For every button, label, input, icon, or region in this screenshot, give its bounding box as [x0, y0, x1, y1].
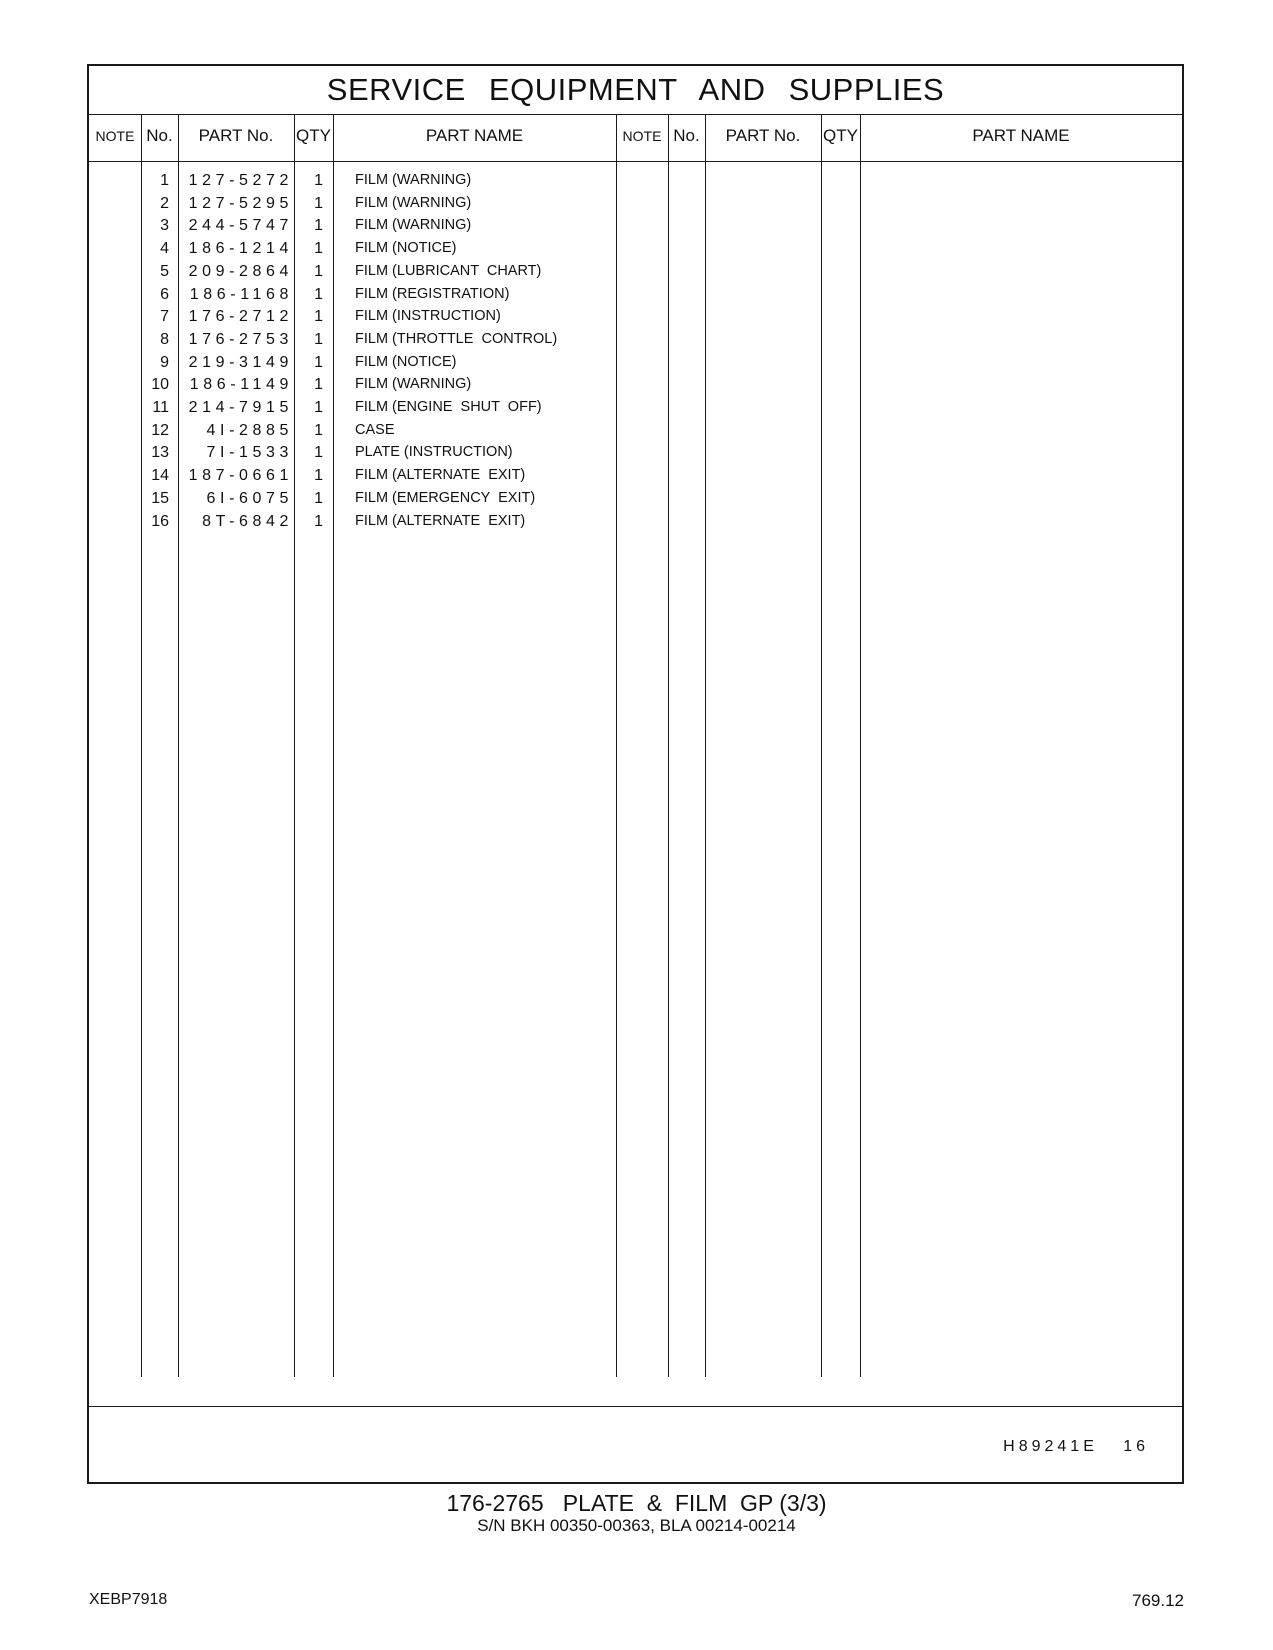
table-row	[89, 351, 616, 374]
header-part-name: PART NAME	[425, 126, 524, 145]
column-divider	[860, 114, 861, 1377]
header-note-right: NOTE	[622, 128, 662, 144]
part-name: FILM (NOTICE)	[355, 353, 457, 370]
table-row	[89, 328, 616, 351]
part-name: PLATE (INSTRUCTION)	[355, 444, 513, 461]
quantity: 1	[314, 240, 323, 258]
part-name: FILM (REGISTRATION)	[355, 285, 510, 302]
table-bottom-border	[89, 1406, 1182, 1407]
row-number: 14	[151, 467, 169, 485]
quantity: 1	[314, 330, 323, 348]
quantity: 1	[314, 285, 323, 303]
part-name: FILM (WARNING)	[355, 194, 472, 211]
part-name: FILM (ALTERNATE EXIT)	[355, 467, 526, 484]
quantity: 1	[314, 262, 323, 280]
table-row	[89, 214, 616, 237]
row-number: 3	[160, 217, 169, 235]
column-divider	[705, 114, 706, 1377]
parts-sheet	[87, 64, 1184, 1484]
quantity: 1	[314, 444, 323, 462]
row-number: 9	[160, 353, 169, 371]
header-qty-right: QTY	[823, 126, 858, 145]
row-number: 2	[160, 194, 169, 212]
header-part-no: PART No.	[198, 126, 274, 145]
quantity: 1	[314, 376, 323, 394]
part-number: 186-1168	[189, 285, 293, 303]
part-number: 209-2864	[188, 262, 293, 280]
quantity: 1	[314, 399, 323, 416]
row-number: 4	[160, 240, 169, 258]
header-note: NOTE	[95, 128, 135, 144]
table-row	[89, 373, 616, 396]
table-row	[89, 237, 616, 260]
serial-range: S/N BKH 00350-00363, BLA 00214-00214	[477, 1516, 796, 1535]
quantity: 1	[314, 172, 323, 189]
part-number: 6I-6075	[206, 489, 293, 507]
group-title: 176-2765 PLATE & FILM GP (3/3)	[446, 1490, 827, 1516]
part-number: 187-0661	[188, 467, 293, 485]
part-number: 127-5295	[188, 194, 293, 212]
quantity: 1	[314, 512, 323, 530]
row-number: 8	[160, 330, 169, 348]
quantity: 1	[314, 467, 323, 485]
table-row	[89, 283, 616, 306]
table-row	[89, 192, 616, 215]
row-number: 16	[151, 512, 169, 530]
page-number: 769.12	[1132, 1591, 1184, 1610]
table-row	[89, 441, 616, 464]
part-name: FILM (WARNING)	[355, 217, 472, 234]
header-part-name-right: PART NAME	[972, 126, 1070, 145]
quantity: 1	[314, 353, 323, 371]
table-row	[89, 305, 616, 328]
row-number: 6	[160, 285, 169, 303]
part-number: 127-5272	[188, 172, 293, 189]
table-row	[89, 487, 616, 510]
part-name: FILM (EMERGENCY EXIT)	[355, 489, 536, 506]
quantity: 1	[314, 489, 323, 507]
row-number: 10	[151, 376, 169, 394]
part-number: 4I-2885	[206, 421, 293, 439]
part-name: CASE	[355, 421, 395, 438]
quantity: 1	[314, 421, 323, 439]
column-divider	[668, 114, 669, 1377]
column-divider	[821, 114, 822, 1377]
page-title: SERVICE EQUIPMENT AND SUPPLIES	[89, 66, 1182, 115]
part-number: 214-7915	[188, 399, 293, 416]
quantity: 1	[314, 308, 323, 326]
part-number: 176-2712	[188, 308, 293, 326]
part-name: FILM (THROTTLE CONTROL)	[355, 330, 558, 347]
part-name: FILM (NOTICE)	[355, 240, 457, 257]
part-name: FILM (ALTERNATE EXIT)	[355, 512, 526, 529]
document-number: XEBP7918	[89, 1591, 168, 1608]
part-number: 186-1149	[189, 376, 293, 394]
column-divider	[616, 114, 617, 1377]
row-number: 15	[151, 489, 169, 507]
table-header	[89, 114, 1182, 162]
table-row	[89, 396, 616, 419]
table-row	[89, 464, 616, 487]
header-no: No.	[146, 126, 173, 145]
row-number: 1	[160, 172, 169, 189]
quantity: 1	[314, 217, 323, 235]
table-row	[89, 419, 616, 442]
part-number: 186-1214	[188, 240, 293, 258]
table-row	[89, 260, 616, 283]
row-number: 13	[151, 444, 169, 462]
part-number: 8T-6842	[202, 512, 293, 530]
part-name: FILM (WARNING)	[355, 376, 472, 393]
part-number: 219-3149	[188, 353, 293, 371]
table-row	[89, 510, 616, 533]
header-qty: QTY	[296, 126, 331, 145]
part-number: 244-5747	[188, 217, 293, 235]
part-number: 7I-1533	[206, 444, 293, 462]
row-number: 5	[160, 262, 169, 280]
table-row	[89, 169, 616, 192]
header-part-no-right: PART No.	[725, 126, 801, 145]
part-name: FILM (INSTRUCTION)	[355, 308, 501, 325]
part-name: FILM (LUBRICANT CHART)	[355, 262, 542, 279]
part-name: FILM (ENGINE SHUT OFF)	[355, 399, 542, 415]
header-no-right: No.	[673, 126, 700, 145]
part-name: FILM (WARNING)	[355, 172, 472, 188]
part-number: 176-2753	[188, 330, 293, 348]
row-number: 12	[151, 421, 169, 439]
row-number: 11	[152, 399, 169, 416]
sheet-code: H89241E 16	[1003, 1438, 1149, 1455]
quantity: 1	[314, 194, 323, 212]
row-number: 7	[160, 308, 169, 326]
